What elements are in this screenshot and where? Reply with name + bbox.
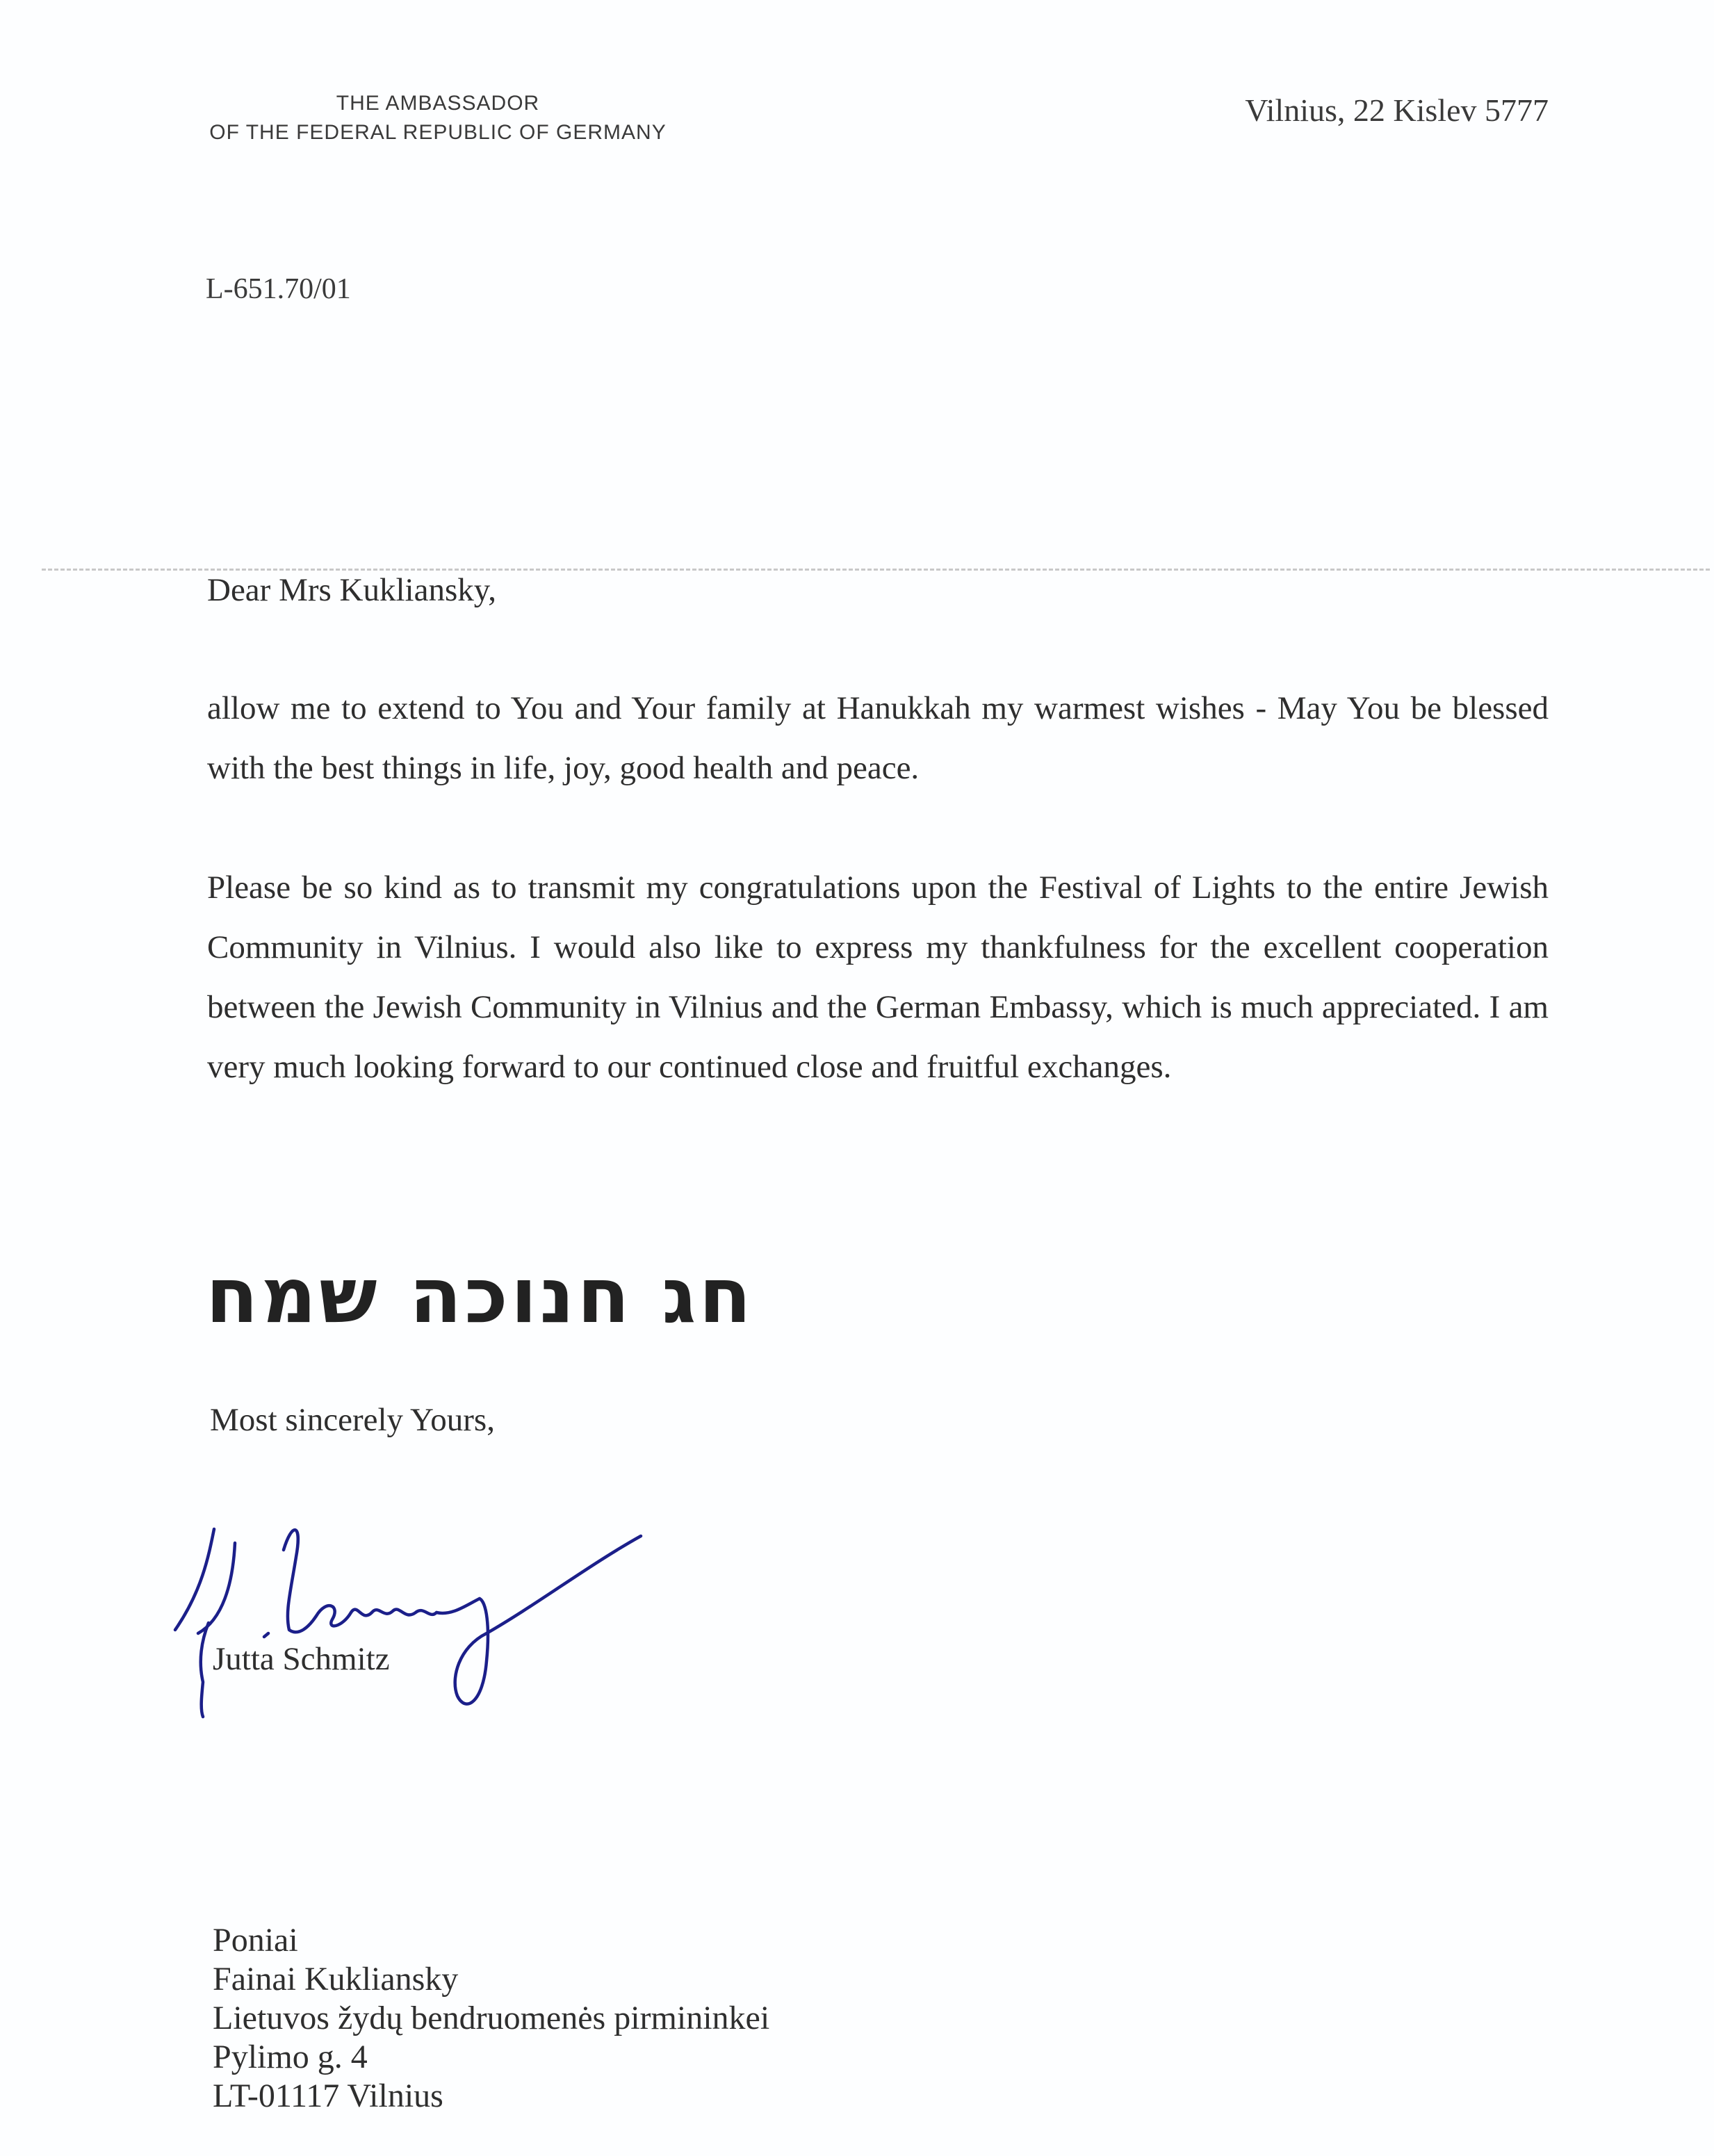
signer-name: Jutta Schmitz bbox=[213, 1641, 390, 1677]
reference-number: L-651.70/01 bbox=[206, 273, 351, 305]
letterhead-subtitle: OF THE FEDERAL REPUBLIC OF GERMANY bbox=[209, 121, 667, 144]
recipient-address bbox=[213, 1921, 769, 2116]
letterhead-title: THE AMBASSADOR bbox=[336, 92, 540, 115]
handwritten-signature bbox=[160, 1473, 820, 1738]
salutation: Dear Mrs Kukliansky, bbox=[207, 572, 496, 608]
hebrew-greeting: חג חנוכה שמח bbox=[206, 1251, 754, 1340]
fold-line bbox=[42, 569, 1710, 571]
body-paragraph-1: allow me to extend to You and Your family at Hanukkah my warmest wishes - May You be blessed with the best things in life, joy, good health and peace. bbox=[207, 690, 1549, 786]
body-paragraph-2: Please be so kind as to transmit my congratulations upon the Festival of Lights to the entire Jewish Community in Vilnius. I would also like to express my thankfulness for the excellent cooperation between the Jewish Community in Vilnius and the German Embassy, which is much appreciated. I am very much looking forward to our continued close and fruitful exchanges. bbox=[207, 869, 1549, 1085]
address-line: Poniai bbox=[213, 1922, 298, 1959]
letter-date: Vilnius, 22 Kislev 5777 bbox=[1245, 92, 1549, 128]
closing-line: Most sincerely Yours, bbox=[210, 1402, 495, 1438]
address-line: LT-01117 Vilnius bbox=[213, 2077, 443, 2114]
address-line: Fainai Kukliansky bbox=[213, 1961, 459, 1998]
address-line: Pylimo g. 4 bbox=[213, 2039, 368, 2075]
letterhead bbox=[174, 89, 702, 147]
address-line: Lietuvos žydų bendruomenės pirmininkei bbox=[213, 2000, 770, 2036]
